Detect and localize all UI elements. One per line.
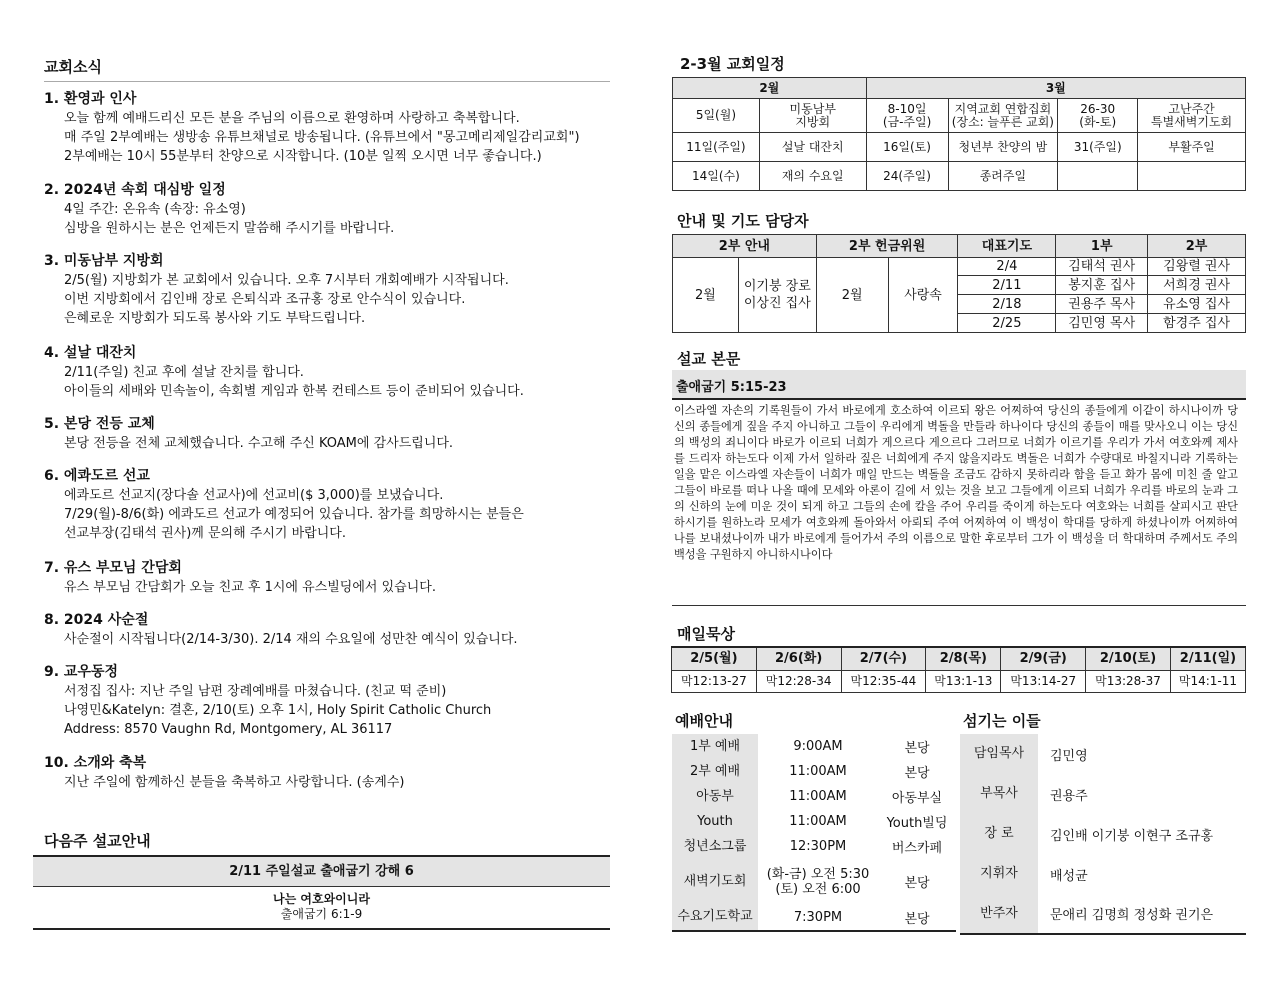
scripture-reference-bar: [672, 370, 1246, 400]
duty-offering-month: 2월: [816, 258, 888, 333]
news-item: [44, 611, 614, 649]
news-line: 나영민&Katelyn: 결혼, 2/10(토) 오후 1시, Holy Spirit Catholic Church: [64, 703, 492, 718]
servant-names: 김인배 이기붕 이현구 조규홍: [1050, 828, 1214, 844]
schedule-cell: [1138, 162, 1246, 191]
worship-name: 아동부: [672, 784, 758, 809]
servant-role: 담임목사: [960, 734, 1038, 774]
scripture-title: 설교 본문: [677, 348, 1246, 375]
news-line: Address: 8570 Vaughn Rd, Montgomery, AL 36117: [64, 722, 393, 737]
worship-time: (화-금) 오전 5:30 (토) 오전 6:00: [766, 866, 870, 897]
news-item: [44, 467, 614, 543]
month-feb: 2월: [673, 78, 867, 99]
worship-row: [672, 904, 956, 930]
news-item: [44, 663, 614, 739]
schedule-title: 2-3월 교회일정: [680, 53, 1246, 80]
prayer-1bu: 봉지훈 집사: [1056, 276, 1148, 295]
schedule-cell: 재의 수요일: [759, 162, 866, 191]
servant-names: 문애리 김명희 정성화 권기은: [1050, 908, 1214, 923]
news-line: 아이들의 세배와 민속놀이, 속회별 게임과 한복 컨테스트 등이 준비되어 있습니다.: [64, 384, 524, 399]
servant-row: [960, 814, 1246, 854]
prayer-date: 2/25: [958, 314, 1056, 333]
news-line: 7/29(월)-8/6(화) 에콰도르 선교가 예정되어 있습니다. 참가를 희망하시는 분들은: [64, 507, 524, 522]
devotion-day: 2/11(일): [1170, 647, 1245, 670]
worship-place: 버스카페: [891, 841, 943, 856]
servant-names: 배성균: [1050, 868, 1088, 884]
devotion-reading: 막13:14-27: [1001, 670, 1086, 692]
schedule-table: [672, 77, 1246, 191]
duty-month: 2월: [673, 258, 739, 333]
worship-table: [672, 734, 956, 932]
servant-role: 반주자: [960, 894, 1038, 933]
worship-row: [672, 784, 956, 809]
servant-row: [960, 894, 1246, 933]
devotion-reading: 막13:28-37: [1086, 670, 1171, 692]
worship-name: Youth: [672, 809, 758, 834]
duty-header: 2부 안내: [673, 235, 817, 258]
worship-row: [672, 834, 956, 859]
next-sermon-header: 2/11 주일설교 출애굽기 강해 6: [33, 857, 610, 887]
schedule-cell: 지역교회 연합집회 (장소: 늘푸른 교회): [948, 99, 1058, 133]
worship-place: Youth빌딩: [886, 816, 948, 831]
servant-names: 김민영: [1050, 748, 1088, 764]
worship-time: 9:00AM: [793, 739, 843, 754]
worship-place: 본당: [904, 911, 930, 927]
news-item: [44, 559, 614, 597]
devotion-day: 2/6(화): [756, 647, 841, 670]
news-heading: 2. 2024년 속회 대심방 일정: [44, 182, 226, 198]
duty-offering-group: 사랑속: [888, 258, 958, 333]
devotion-reading: 막12:28-34: [756, 670, 841, 692]
schedule-cell: 종려주일: [948, 162, 1058, 191]
schedule-cell: 5일(월): [673, 99, 760, 133]
schedule-cell: 16일(토): [866, 133, 948, 162]
news-item: [44, 415, 614, 453]
schedule-cell: 26-30 (화-토): [1058, 99, 1138, 133]
servants-table: [960, 734, 1246, 935]
news-line: 서정집 집사: 지난 주일 남편 장례예배를 마쳤습니다. (친교 떡 준비): [64, 684, 447, 699]
news-line: 에콰도르 선교지(장다솔 선교사)에 선교비($ 3,000)를 보냈습니다.: [64, 488, 444, 503]
schedule-cell: 고난주간 특별새벽기도회: [1138, 99, 1246, 133]
news-line: 본당 전등을 전체 교체했습니다. 수고해 주신 KOAM에 감사드립니다.: [64, 436, 454, 451]
servant-names: 권용주: [1050, 788, 1088, 804]
news-heading: 9. 교우동정: [44, 664, 119, 680]
devotion-day: 2/8(목): [926, 647, 1001, 670]
prayer-date: 2/11: [958, 276, 1056, 295]
news-title: 교회소식: [44, 56, 610, 82]
duty-header: 2부 헌금위원: [816, 235, 958, 258]
news-item: [44, 252, 614, 328]
next-sermon-box: [33, 855, 610, 930]
devotion-day: 2/10(토): [1086, 647, 1171, 670]
prayer-1bu: 권용주 목사: [1056, 295, 1148, 314]
prayer-date: 2/4: [958, 258, 1056, 276]
servant-role: 지휘자: [960, 854, 1038, 894]
month-mar: 3월: [866, 78, 1245, 99]
scripture-divider: [672, 605, 1246, 606]
devotion-title: 매일묵상: [677, 625, 735, 643]
devotion-day: 2/7(수): [841, 647, 926, 670]
news-line: 오늘 함께 예배드리신 모든 분을 주님의 이름으로 환영하며 사랑하고 축복합니다.: [64, 111, 520, 126]
prayer-2bu: 서희경 권사: [1148, 276, 1246, 295]
news-heading: 7. 유스 부모님 간담회: [44, 560, 182, 576]
prayer-2bu: 김왕렬 권사: [1148, 258, 1246, 276]
duty-header: 1부: [1056, 235, 1148, 258]
worship-row: [672, 809, 956, 834]
worship-row: [672, 859, 956, 904]
news-heading: 4. 설날 대잔치: [44, 345, 137, 361]
worship-time: 11:00AM: [789, 789, 847, 804]
worship-time: 7:30PM: [793, 909, 843, 925]
schedule-cell: 설날 대잔치: [759, 133, 866, 162]
prayer-2bu: 함경주 집사: [1148, 314, 1246, 333]
news-heading: 5. 본당 전등 교체: [44, 416, 155, 432]
schedule-cell: 미동남부 지방회: [759, 99, 866, 133]
worship-time: 12:30PM: [789, 839, 847, 854]
servants-title: 섬기는 이들: [963, 712, 1041, 730]
news-line: 2부예배는 10시 55분부터 찬양으로 시작합니다. (10분 일찍 오시면 너무 좋습니다.): [64, 149, 542, 164]
news-line: 심방을 원하시는 분은 언제든지 말씀해 주시기를 바랍니다.: [64, 221, 395, 236]
duty-header: 2부: [1148, 235, 1246, 258]
servant-role: 장 로: [960, 814, 1038, 854]
devotion-reading: 막13:1-13: [926, 670, 1001, 692]
devotion-day: 2/9(금): [1001, 647, 1086, 670]
devotion-day: 2/5(월): [672, 647, 757, 670]
schedule-cell: 31(주일): [1058, 133, 1138, 162]
news-heading: 1. 환영과 인사: [44, 91, 137, 107]
news-line: 은혜로운 지방회가 되도록 봉사와 기도 부탁드립니다.: [64, 311, 366, 326]
servant-row: [960, 774, 1246, 814]
servant-row: [960, 734, 1246, 774]
schedule-cell: 8-10일 (금-주일): [866, 99, 948, 133]
news-line: 2/11(주일) 친교 후에 설날 잔치를 합니다.: [64, 365, 304, 380]
worship-row: [672, 759, 956, 784]
news-item: [44, 90, 614, 166]
worship-place: 아동부실: [891, 791, 943, 806]
duty-title: 안내 및 기도 담당자: [677, 210, 1246, 237]
prayer-1bu: 김태석 권사: [1056, 258, 1148, 276]
news-line: 선교부장(김태석 권사)께 문의해 주시기 바랍니다.: [64, 526, 346, 541]
news-item: [44, 344, 614, 401]
worship-place: 본당: [904, 741, 930, 756]
worship-time: 11:00AM: [789, 814, 847, 829]
worship-name: 청년소그룹: [672, 834, 758, 859]
duty-guides: 이기붕 장로 이상진 집사: [738, 258, 816, 333]
sermon-passage: 출애굽기 6:1-9: [280, 907, 363, 921]
worship-name: 1부 예배: [672, 734, 758, 759]
duty-table: [672, 234, 1246, 333]
news-line: 이번 지방회에서 김인배 장로 은퇴식과 조규홍 장로 안수식이 있습니다.: [64, 292, 466, 307]
devotion-reading: 막12:35-44: [841, 670, 926, 692]
news-item: [44, 754, 614, 792]
prayer-date: 2/18: [958, 295, 1056, 314]
news-heading: 10. 소개와 축복: [44, 755, 147, 771]
worship-row: [672, 734, 956, 759]
news-heading: 3. 미동남부 지방회: [44, 253, 164, 269]
schedule-cell: 14일(수): [673, 162, 760, 191]
prayer-1bu: 김민영 목사: [1056, 314, 1148, 333]
news-line: 4일 주간: 온유속 (속장: 유소영): [64, 202, 246, 217]
news-heading: 6. 에콰도르 선교: [44, 468, 150, 484]
news-line: 2/5(월) 지방회가 본 교회에서 있습니다. 오후 7시부터 개회예배가 시작됩니다.: [64, 273, 509, 288]
news-line: 유스 부모님 간담회가 오늘 친교 후 1시에 유스빌딩에서 있습니다.: [64, 580, 436, 595]
sermon-title: 나는 여호와이니라: [273, 892, 370, 906]
worship-name: 수요기도학교: [672, 904, 758, 930]
worship-name: 새벽기도회: [672, 859, 758, 904]
worship-place: 본당: [904, 876, 930, 891]
scripture-reference: 출애굽기 5:15-23: [676, 380, 787, 395]
news-line: 지난 주일에 함께하신 분들을 축복하고 사랑합니다. (송계수): [64, 775, 405, 790]
servant-role: 부목사: [960, 774, 1038, 814]
news-heading: 8. 2024 사순절: [44, 612, 149, 628]
devotion-reading: 막14:1-11: [1170, 670, 1245, 692]
prayer-2bu: 유소영 집사: [1148, 295, 1246, 314]
devotion-reading: 막12:13-27: [672, 670, 757, 692]
worship-time: 11:00AM: [789, 764, 847, 779]
news-item: [44, 181, 614, 238]
news-line: 사순절이 시작됩니다(2/14-3/30). 2/14 재의 수요일에 성만찬 예식이 있습니다.: [64, 632, 518, 647]
schedule-cell: 24(주일): [866, 162, 948, 191]
scripture-text: 이스라엘 자손의 기록원들이 가서 바로에게 호소하여 이르되 왕은 어찌하여 당신의 종들에게 이같이 하시나이까 당신의 종들에게 짚을 주지 아니하고 그들이 우리에게 벽돌을 만들라 하나이다 당신의 종들이 매를 맞사오니 이는 당신의 백성의 죄니이다 바로가 이르되 너희가 게으르다 게으르다 그러므로 너희가 이르기를 우리가 가서 여호와께 제사를 드리자 하는도다 이제 가서 일하라 짚은 너희에게 주지 않을지라도 벽돌은 너희가 수량대로 바칠지니라 기록하는 일을 맡은 이스라엘 자손들이 너희가 매일 만드는 벽돌을 조금도 감하지 못하리라 함을 듣고 화가 몸에 미친 줄 알고 그들이 바로를 떠나 나올 때에 모세와 아론이 길에 서 있는 것을 보고 그들에게 이르되 너희가 우리를 바로의 눈과 그의 신하의 눈에 미운 것이 되게 하고 그들의 손에 칼을 주어 우리를 죽이게 하는도다 여호와는 너희를 살피시고 판단하시기를 원하노라 모세가 여호와께 돌아와서 아뢰되 주여 어찌하여 이 백성이 학대를 당하게 하셨나이까 어찌하여 나를 보내셨나이까 내가 바로에게 들어가서 주의 이름으로 말한 후로부터 그가 이 백성을 더 학대하며 주께서도 주의 백성을 구원하지 아니하시나이다: [674, 404, 1238, 561]
worship-title: 예배안내: [675, 712, 733, 730]
schedule-cell: 11일(주일): [673, 133, 760, 162]
duty-header: 대표기도: [958, 235, 1056, 258]
schedule-cell: 청년부 찬양의 밤: [948, 133, 1058, 162]
schedule-cell: 부활주일: [1138, 133, 1246, 162]
worship-name: 2부 예배: [672, 759, 758, 784]
schedule-cell: [1058, 162, 1138, 191]
news-line: 매 주일 2부예배는 생방송 유튜브채널로 방송됩니다. (유튜브에서 "몽고메리제일감리교회"): [64, 130, 580, 145]
servant-row: [960, 854, 1246, 894]
devotion-table: [671, 646, 1246, 693]
worship-place: 본당: [904, 766, 930, 781]
next-sermon-title: 다음주 설교안내: [44, 832, 151, 850]
